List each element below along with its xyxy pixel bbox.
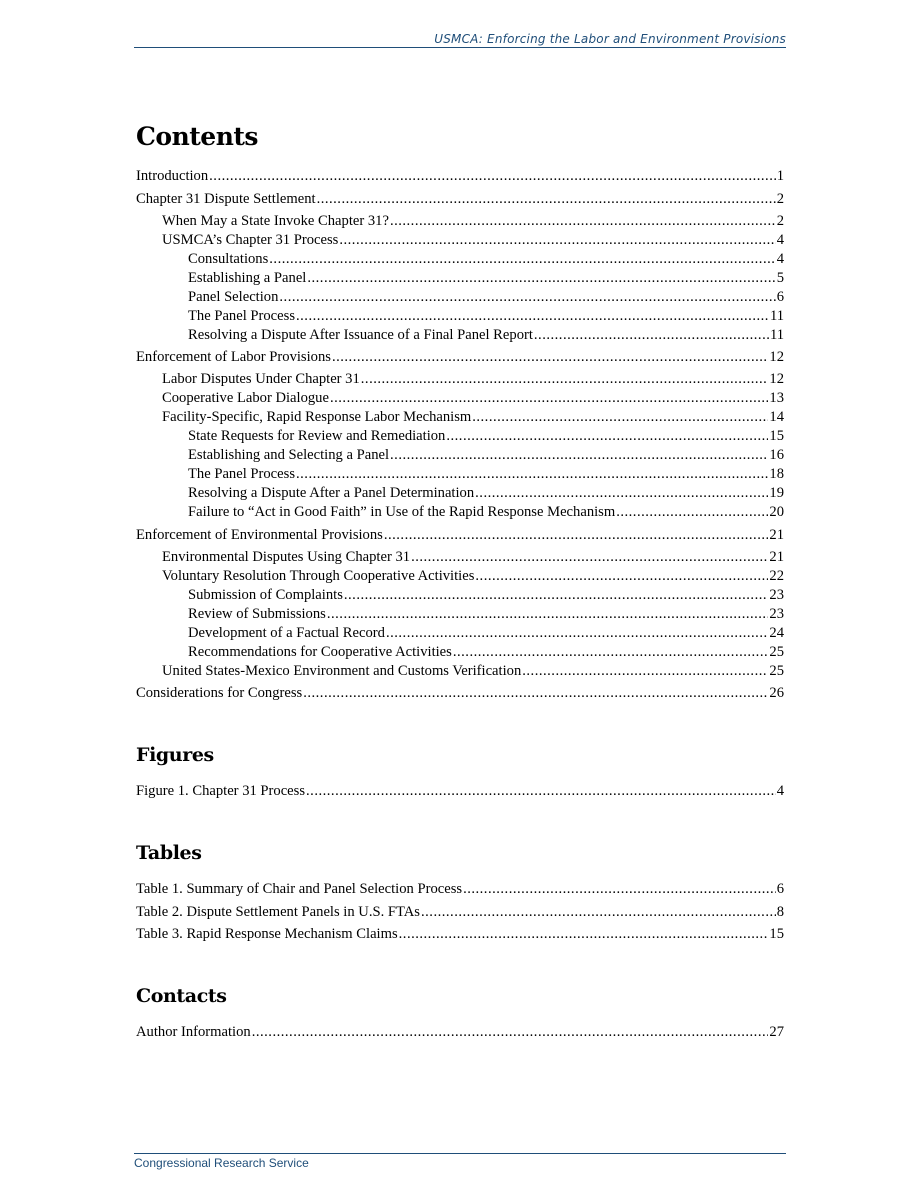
toc-entry-page-number: 14 [769,409,784,425]
toc-entry-page-number: 4 [776,783,784,799]
toc-entry[interactable] [136,503,784,522]
toc-entry-label: USMCA’s Chapter 31 Process [162,231,339,248]
toc-entry-page-number: 2 [776,190,784,207]
dot-leader [296,465,768,484]
toc-entry-label: Author Information [136,1024,251,1040]
toc-entry-page-number: 16 [769,447,784,463]
dot-leader [453,643,769,662]
toc-entry[interactable] [136,427,784,446]
toc-entry[interactable] [136,567,784,586]
contents-heading: Contents [136,122,259,151]
toc-entry-page-number: 27 [769,1024,784,1040]
toc-entry-page-number: 22 [769,567,784,584]
toc-entry-label: Considerations for Congress [136,685,303,701]
toc-entry[interactable] [136,288,784,307]
toc-entry[interactable] [136,446,784,465]
dot-leader [332,348,768,367]
dot-leader [446,427,768,446]
toc-entry-label: The Panel Process [188,307,295,324]
toc-entry[interactable] [136,370,784,389]
toc-entry-label: Table 1. Summary of Chair and Panel Selection Process [136,881,463,897]
toc-entry[interactable] [136,484,784,503]
toc-entry[interactable] [136,782,784,801]
contacts-heading: Contacts [136,985,227,1007]
toc-entry[interactable] [136,1023,784,1042]
toc-entry-label: Facility-Specific, Rapid Response Labor Mechanism [162,409,472,425]
toc-entry-label: Submission of Complaints [188,586,343,603]
toc-entry[interactable] [136,231,784,250]
toc-entry[interactable] [136,389,784,408]
contacts-list [136,1023,784,1042]
dot-leader [411,548,768,567]
toc-entry[interactable] [136,605,784,624]
toc-entry[interactable] [136,326,784,345]
toc-entry-label: Resolving a Dispute After Issuance of a Final Panel Report [188,326,533,343]
toc-entry-label: Table 3. Rapid Response Mechanism Claims [136,926,398,942]
dot-leader [463,880,776,899]
toc-entry[interactable] [136,212,784,231]
toc-entry-label: Review of Submissions [188,605,326,622]
dot-leader [384,526,769,545]
tables-heading: Tables [136,842,202,864]
toc-entry-page-number: 21 [769,548,784,565]
toc-entry-page-number: 23 [769,605,784,622]
toc-entry[interactable] [136,307,784,326]
toc-entry[interactable] [136,408,784,427]
toc-entry-label: Labor Disputes Under Chapter 31 [162,371,360,387]
toc-entry-label: Establishing a Panel [188,269,307,286]
dot-leader [330,389,768,408]
toc-entry-label: Recommendations for Cooperative Activities [188,643,452,660]
toc-entry-page-number: 8 [776,903,784,920]
dot-leader [339,231,775,250]
dot-leader [475,484,768,503]
dot-leader [534,326,769,345]
dot-leader [390,212,776,231]
dot-leader [306,782,776,801]
toc-entry-page-number: 15 [769,926,784,942]
toc-entry[interactable] [136,880,784,899]
dot-leader [303,684,768,703]
toc-entry-page-number: 11 [769,307,784,324]
toc-entry-label: Establishing and Selecting a Panel [188,447,390,463]
toc-entry-page-number: 4 [776,231,784,248]
dot-leader [269,250,775,269]
toc-entry[interactable] [136,643,784,662]
toc-entry-page-number: 19 [769,485,784,501]
toc-entry-page-number: 26 [769,685,784,701]
toc-entry-page-number: 4 [776,250,784,267]
toc-entry-page-number: 25 [769,662,784,679]
toc-entry-label: The Panel Process [188,466,295,482]
toc-entry[interactable] [136,250,784,269]
toc-entry-page-number: 1 [776,168,784,184]
figures-list [136,782,784,801]
dot-leader [317,190,776,209]
dot-leader [327,605,769,624]
toc-entry-page-number: 21 [769,526,784,543]
running-header: USMCA: Enforcing the Labor and Environment Provisions [134,32,786,48]
dot-leader [399,925,769,944]
toc-entry-label: When May a State Invoke Chapter 31? [162,212,389,229]
toc-entry-label: State Requests for Review and Remediation [188,428,446,444]
dot-leader [209,167,776,186]
dot-leader [296,307,769,326]
toc-entry-label: United States-Mexico Environment and Customs Verification [162,662,522,679]
toc-entry-label: Voluntary Resolution Through Cooperative Activities [162,567,475,584]
toc-entry-page-number: 6 [776,288,784,305]
dot-leader [475,567,768,586]
toc-entry-label: Development of a Factual Record [188,624,385,641]
toc-entry[interactable] [136,925,784,944]
toc-entry-label: Introduction [136,168,209,184]
toc-entry-label: Environmental Disputes Using Chapter 31 [162,548,411,565]
toc-entry-label: Consultations [188,250,269,267]
dot-leader [616,503,768,522]
dot-leader [421,903,776,922]
toc-entry-page-number: 6 [776,881,784,897]
dot-leader [386,624,768,643]
toc-entry-label: Panel Selection [188,288,279,305]
toc-entry-label: Enforcement of Environmental Provisions [136,526,383,543]
toc-entry-label: Chapter 31 Dispute Settlement [136,190,316,207]
toc-entry[interactable] [136,903,784,922]
toc-entry[interactable] [136,624,784,643]
toc-entry-page-number: 25 [769,643,784,660]
table-of-contents [136,122,784,1045]
toc-entry-page-number: 20 [769,504,784,520]
toc-entry-page-number: 13 [769,390,784,406]
toc-entry[interactable] [136,684,784,703]
toc-entry[interactable] [136,465,784,484]
dot-leader [390,446,768,465]
toc-entry-page-number: 23 [769,586,784,603]
dot-leader [472,408,768,427]
toc-entry[interactable] [136,526,784,545]
toc-entry[interactable] [136,586,784,605]
toc-entry-label: Table 2. Dispute Settlement Panels in U.S. FTAs [136,903,420,920]
toc-entry-page-number: 5 [776,269,784,286]
toc-entry[interactable] [136,190,784,209]
toc-entry-page-number: 15 [769,428,784,444]
figures-heading: Figures [136,744,214,766]
dot-leader [344,586,769,605]
toc-entry-page-number: 12 [769,371,784,387]
toc-entry[interactable] [136,269,784,288]
toc-entry-page-number: 2 [776,212,784,229]
toc-entry-label: Figure 1. Chapter 31 Process [136,783,306,799]
toc-entry-page-number: 11 [769,326,784,343]
toc-entry-page-number: 12 [769,349,784,365]
toc-entry-page-number: 24 [769,624,784,641]
tables-list [136,880,784,944]
toc-entry[interactable] [136,348,784,367]
contents-list [136,167,784,703]
toc-entry[interactable] [136,548,784,567]
dot-leader [361,370,769,389]
toc-entry[interactable] [136,662,784,681]
toc-entry-label: Failure to “Act in Good Faith” in Use of the Rapid Response Mechanism [188,504,616,520]
toc-entry-page-number: 18 [769,466,784,482]
page-footer: Congressional Research Service [134,1153,786,1170]
toc-entry-label: Resolving a Dispute After a Panel Determination [188,485,475,501]
dot-leader [522,662,768,681]
dot-leader [307,269,775,288]
toc-entry[interactable] [136,167,784,186]
toc-entry-label: Cooperative Labor Dialogue [162,390,329,406]
toc-entry-label: Enforcement of Labor Provisions [136,349,331,365]
dot-leader [279,288,775,307]
dot-leader [252,1023,769,1042]
